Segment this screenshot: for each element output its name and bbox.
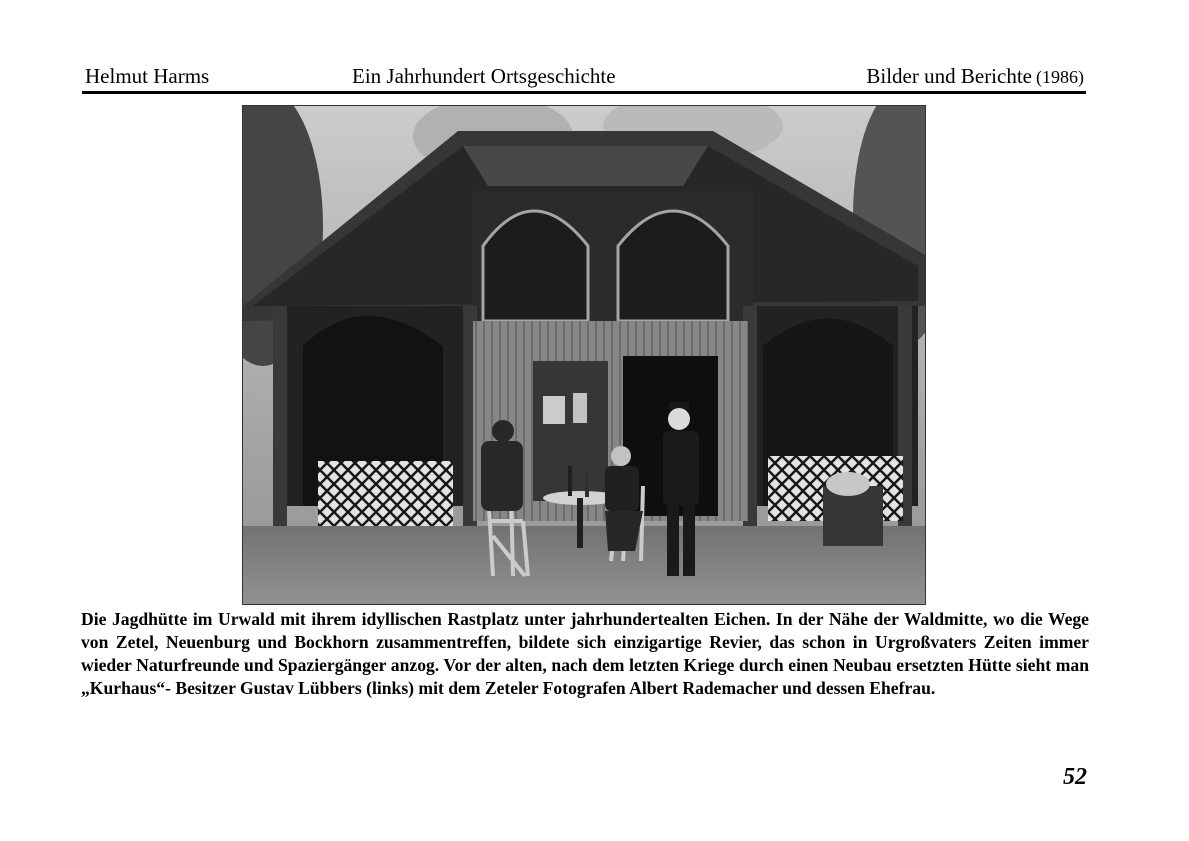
header-year: (1986) <box>1036 67 1084 87</box>
page-number: 52 <box>1063 764 1087 790</box>
header-rule <box>82 91 1086 94</box>
photo-caption: Die Jagdhütte im Urwald mit ihrem idyllischen Rastplatz unter jahrhundertealten Eichen. In der Nähe der Waldmitte, wo die Wege von Zetel, Neuenburg und Bockhorn zusammentreffen, bildete sich einzigartige Revier, das schon in Urgroßvaters Zeiten immer wieder Naturfreunde und Spaziergänger anzog. Vor der alten, nach dem letzten Kriege durch einen Neubau ersetzten Hütte sieht man „Kurhaus“- Besitzer Gustav Lübbers (links) mit dem Zeteler Fotografen Albert Rademacher und dessen Ehefrau. <box>81 609 1089 698</box>
header-series-wrap <box>866 62 1084 91</box>
header-author: Helmut Harms <box>85 64 210 88</box>
header-series: Bilder und Berichte <box>866 64 1032 88</box>
running-header <box>82 62 1086 90</box>
historic-photo <box>242 105 926 605</box>
header-book-title: Ein Jahrhundert Ortsgeschichte <box>352 64 616 88</box>
photo-illustration <box>243 106 926 605</box>
